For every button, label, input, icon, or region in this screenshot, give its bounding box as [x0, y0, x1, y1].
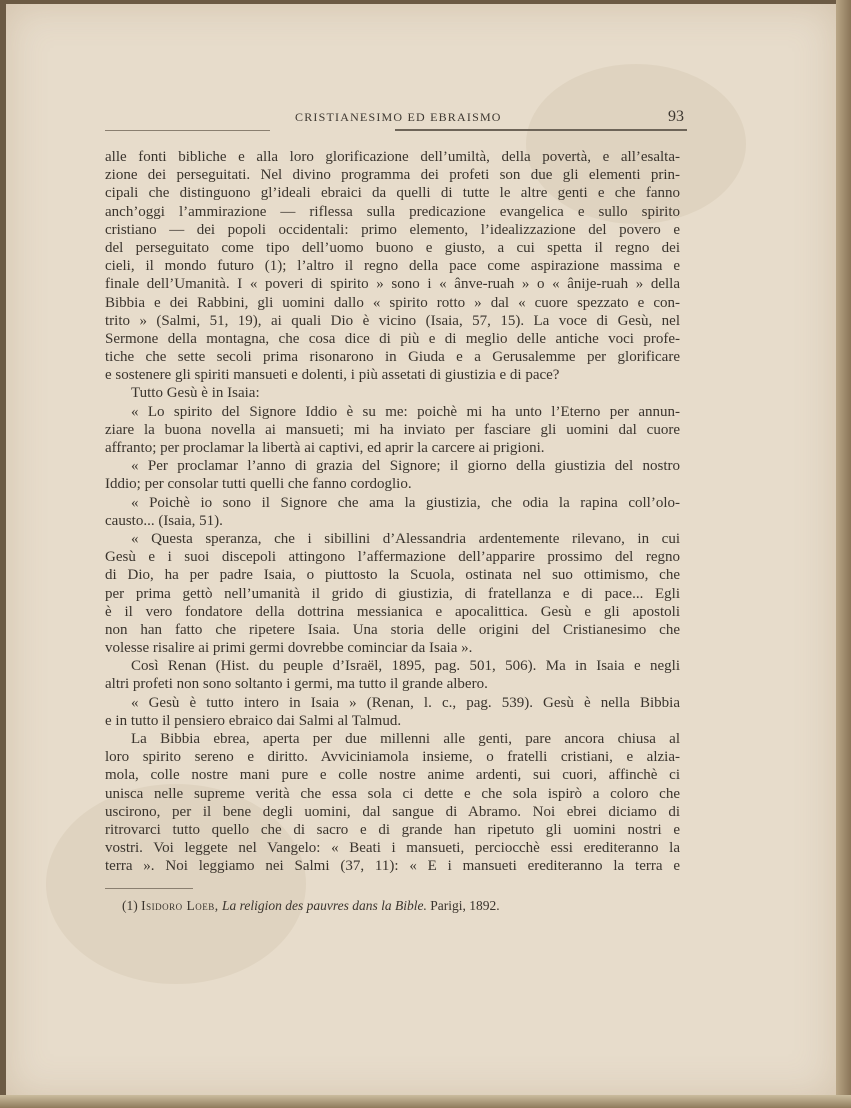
text-line: altri profeti non sono soltanto i germi, ma tutto il grande albero. — [105, 676, 488, 693]
text-line: « Poichè io sono il Signore che ama la giustizia, che odia la rapina coll’olo- — [131, 494, 680, 511]
text-line: Bibbia e dei Rabbini, gli uomini dallo « spirito rotto » dal « cuore spezzato e con- — [105, 294, 680, 311]
text-line: cipali che distinguono gl’ideali ebraici da quelli di tutte le altre genti e che fanno — [105, 185, 680, 202]
text-line: Sermone della montagna, che cosa dice di più e di meglio delle antiche voci profe- — [105, 330, 680, 347]
text-line: del perseguitato come tipo dell’uomo buono e giusto, a cui spetta il regno dei — [105, 239, 680, 256]
footnote-title: La religion des pauvres dans la Bible. — [222, 898, 427, 913]
body-text — [105, 148, 680, 876]
text-line: Gesù e i suoi discepoli attingono l’affermazione dell’apparire prossimo del regno — [105, 549, 680, 566]
text-line: cristiano — dei popoli occidentali: primo elemento, l’idealizzazione del povero e — [105, 221, 680, 238]
text-line: Così Renan (Hist. du peuple d’Israël, 1895, pag. 501, 506). Ma in Isaia e negli — [131, 658, 680, 675]
running-head — [105, 108, 685, 134]
text-line: tiche che sette secoli prima risonarono in Giuda e a Gerusalemme per glorificare — [105, 349, 680, 366]
text-line: « Questa speranza, che i sibillini d’Alessandria ardentemente rilevano, in cui — [131, 530, 680, 547]
footnote-rule — [105, 888, 193, 889]
text-line: « Gesù è tutto intero in Isaia » (Renan, l. c., pag. 539). Gesù è nella Bibbia — [131, 694, 680, 711]
text-line: anch’oggi l’ammirazione — riflessa sulla predicazione evangelica e sullo spirito — [105, 203, 680, 220]
text-line: e sostenere gli spiriti mansueti e dolenti, i più assetati di giustizia e di pace? — [105, 367, 560, 384]
text-line: ritrovarci tutto quello che di sacro e di grande han ripetuto gli uomini nostri e — [105, 821, 680, 838]
running-title: CRISTIANESIMO ED EBRAISMO — [295, 110, 502, 124]
text-line: e in tutto il pensiero ebraico dai Salmi al Talmud. — [105, 712, 402, 729]
text-line: per prima gettò nell’umanità il grido di giustizia, di fratellanza e di pace... Egli — [105, 585, 680, 602]
text-line: terra ». Noi leggiamo nei Salmi (37, 11): « E i mansueti erediteranno la terra e — [105, 858, 680, 875]
page-edge — [836, 0, 851, 1108]
text-line: vostri. Voi leggete nel Vangelo: « Beati i mansueti, perciocchè essi erediteranno la — [105, 840, 680, 857]
text-line: La Bibbia ebrea, aperta per due millenni alle genti, pare ancora chiusa al — [131, 731, 680, 747]
text-line: « Lo spirito del Signore Iddio è su me: poichè mi ha unto l’Eterno per annun- — [131, 403, 680, 420]
text-line: Tutto Gesù è in Isaia: — [131, 385, 260, 402]
text-line: mola, colle nostre mani pure e colle nostre anime ardenti, sui cuori, affinchè ci — [105, 767, 680, 784]
header-rule-right — [395, 129, 687, 131]
text-line: finale dell’Umanità. I « poveri di spirito » sono i « ânve-ruah » o « ânije-ruah » della — [105, 276, 680, 293]
page-number: 93 — [668, 108, 684, 125]
text-line: loro spirito sereno e diritto. Avviciniamola insieme, o fratelli cristiani, e alzia- — [105, 749, 680, 766]
text-line: ziare la buona novella ai mansueti; mi ha inviato per fasciare gli uomini dal cuore — [105, 421, 680, 438]
page-bottom-edge — [0, 1095, 851, 1108]
text-line: alle fonti bibliche e alla loro glorificazione dell’umiltà, della povertà, e all’esalta- — [105, 149, 680, 165]
footnote-marker: (1) — [122, 898, 138, 913]
text-line: affranto; per proclamar la libertà ai captivi, ed aprir la carcere ai prigioni. — [105, 440, 545, 456]
header-rule-left — [105, 130, 270, 131]
text-line: zione dei perseguitati. Nel divino programma dei profeti son due gli elementi prin- — [105, 167, 680, 184]
text-line: trito » (Salmi, 51, 19), ai quali Dio è vicino (Isaia, 57, 15). La voce di Gesù, nel — [105, 312, 680, 329]
text-line: di Dio, ha per padre Isaia, o piuttosto la Scuola, ostinata nel suo ottimismo, che — [105, 567, 680, 584]
text-line: unisca nelle supreme verità che essa sola ci dette e che sola ispirò a coloro che — [105, 785, 680, 802]
footnote-author: Isidoro Loeb, — [141, 898, 219, 913]
text-line: causto... (Isaia, 51). — [105, 512, 223, 529]
footnote-rest: Parigi, 1892. — [430, 898, 500, 913]
text-line: non han fatto che ripetere Isaia. Una storia delle origini del Cristianesimo che — [105, 621, 680, 638]
text-line: uscirono, per il bene degli uomini, dal sangue di Abramo. Noi ebrei diciamo di — [105, 803, 680, 820]
text-line: « Per proclamar l’anno di grazia del Signore; il giorno della giustizia del nostro — [131, 458, 680, 475]
footnote — [122, 898, 500, 914]
text-line: volesse risalire ai primi germi dovrebbe cominciar da Isaia ». — [105, 640, 473, 657]
text-line: è il vero fondatore della dottrina messianica e apocalittica. Gesù e gli apostoli — [105, 603, 680, 620]
text-line: cieli, il mondo futuro (1); l’altro il regno della pace come aspirazione massima e — [105, 258, 680, 275]
text-line: Iddio; per consolar tutti quelli che fanno cordoglio. — [105, 476, 412, 493]
